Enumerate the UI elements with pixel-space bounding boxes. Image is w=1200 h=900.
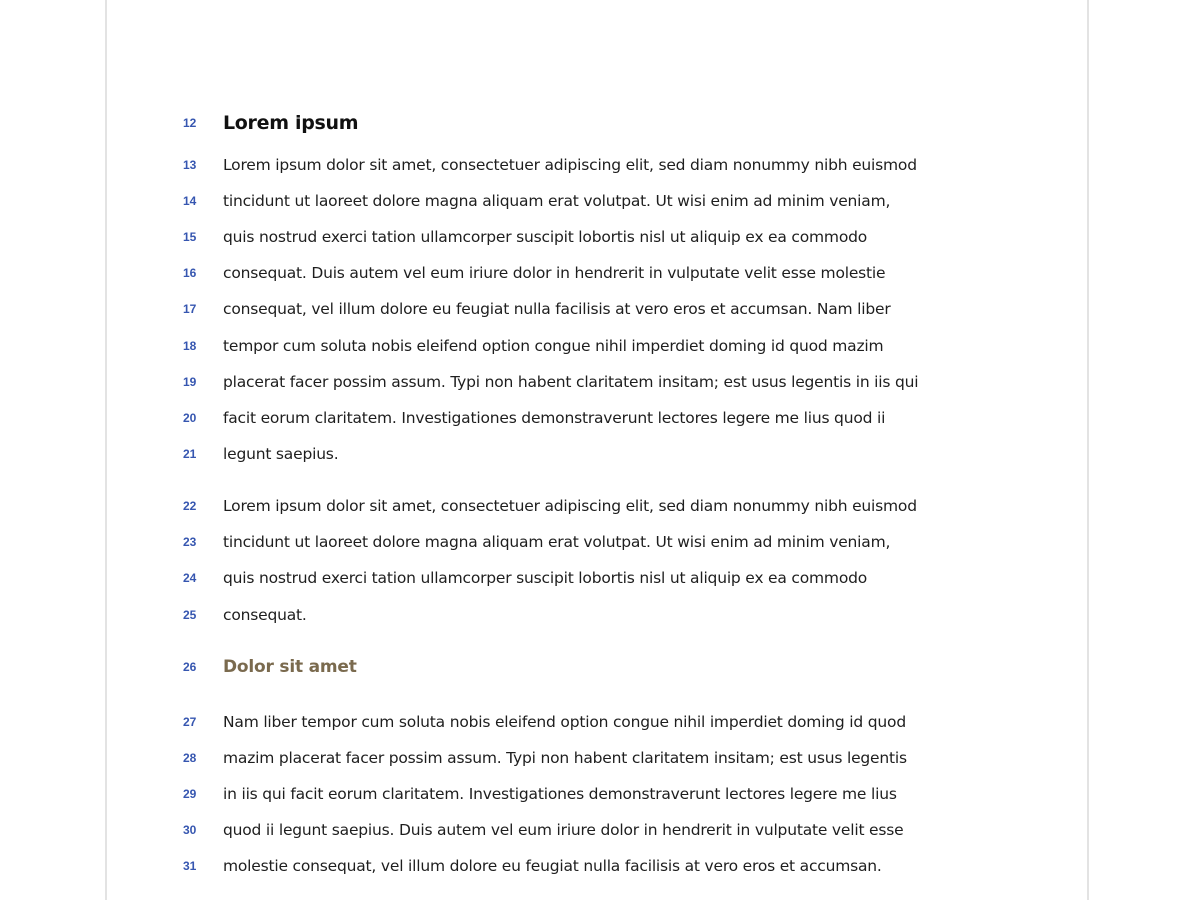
line-text: tincidunt ut laoreet dolore magna aliquam erat volutpat. Ut wisi enim ad minim veniam, [223, 192, 891, 210]
line-number: 18 [183, 339, 197, 353]
line-text: consequat. Duis autem vel eum iriure dolor in hendrerit in vulputate velit esse molestie [223, 264, 886, 282]
text-line [107, 222, 1087, 252]
text-line [107, 491, 1087, 521]
line-text: Nam liber tempor cum soluta nobis eleifend option congue nihil imperdiet doming id quod [223, 713, 906, 731]
line-number: 28 [183, 751, 197, 765]
line-text: facit eorum claritatem. Investigationes demonstraverunt lectores legere me lius quod ii [223, 409, 886, 427]
line-text: tempor cum soluta nobis eleifend option congue nihil imperdiet doming id quod mazim [223, 337, 884, 355]
document-page [105, 0, 1089, 900]
subheading-line [107, 652, 1087, 682]
line-text: consequat, vel illum dolore eu feugiat nulla facilisis at vero eros et accumsan. Nam liber [223, 300, 891, 318]
text-line [107, 851, 1087, 881]
line-text: Lorem ipsum dolor sit amet, consectetuer adipiscing elit, sed diam nonummy nibh euismod [223, 497, 917, 515]
text-line [107, 331, 1087, 361]
line-number: 31 [183, 859, 197, 873]
line-number: 14 [183, 194, 197, 208]
line-number: 29 [183, 787, 197, 801]
line-number: 30 [183, 823, 197, 837]
line-number: 24 [183, 571, 197, 585]
line-text: molestie consequat, vel illum dolore eu feugiat nulla facilisis at vero eros et accumsan. [223, 857, 882, 875]
line-number: 27 [183, 715, 197, 729]
section-subheading: Dolor sit amet [223, 657, 357, 677]
text-line [107, 815, 1087, 845]
line-number: 17 [183, 302, 197, 316]
line-text: quis nostrud exerci tation ullamcorper suscipit lobortis nisl ut aliquip ex ea commodo [223, 228, 868, 246]
text-line [107, 707, 1087, 737]
text-line [107, 150, 1087, 180]
line-text: consequat. [223, 606, 307, 624]
line-text: in iis qui facit eorum claritatem. Investigationes demonstraverunt lectores legere me lius [223, 785, 897, 803]
line-number: 26 [183, 660, 197, 674]
line-number: 16 [183, 266, 197, 280]
line-text: mazim placerat facer possim assum. Typi non habent claritatem insitam; est usus legentis [223, 749, 907, 767]
line-number: 13 [183, 158, 197, 172]
line-text: tincidunt ut laoreet dolore magna aliquam erat volutpat. Ut wisi enim ad minim veniam, [223, 533, 891, 551]
text-line [107, 367, 1087, 397]
line-number: 19 [183, 375, 197, 389]
line-text: legunt saepius. [223, 445, 339, 463]
line-number: 21 [183, 447, 197, 461]
section-heading: Lorem ipsum [223, 112, 359, 134]
line-number: 22 [183, 499, 197, 513]
document-body [107, 0, 1087, 900]
text-line [107, 527, 1087, 557]
line-number: 20 [183, 411, 197, 425]
line-text: Lorem ipsum dolor sit amet, consectetuer adipiscing elit, sed diam nonummy nibh euismod [223, 156, 917, 174]
line-text: quis nostrud exerci tation ullamcorper suscipit lobortis nisl ut aliquip ex ea commodo [223, 569, 868, 587]
text-line [107, 600, 1087, 630]
text-line [107, 294, 1087, 324]
line-text: quod ii legunt saepius. Duis autem vel eum iriure dolor in hendrerit in vulputate velit esse [223, 821, 904, 839]
text-line [107, 563, 1087, 593]
text-line [107, 186, 1087, 216]
text-line [107, 743, 1087, 773]
line-text: placerat facer possim assum. Typi non habent claritatem insitam; est usus legentis in iis qui [223, 373, 919, 391]
line-number: 25 [183, 608, 197, 622]
heading-line [107, 108, 1087, 138]
text-line [107, 779, 1087, 809]
line-number: 23 [183, 535, 197, 549]
text-line [107, 258, 1087, 288]
text-line [107, 439, 1087, 469]
line-number: 15 [183, 230, 197, 244]
line-number: 12 [183, 116, 197, 130]
text-line [107, 403, 1087, 433]
